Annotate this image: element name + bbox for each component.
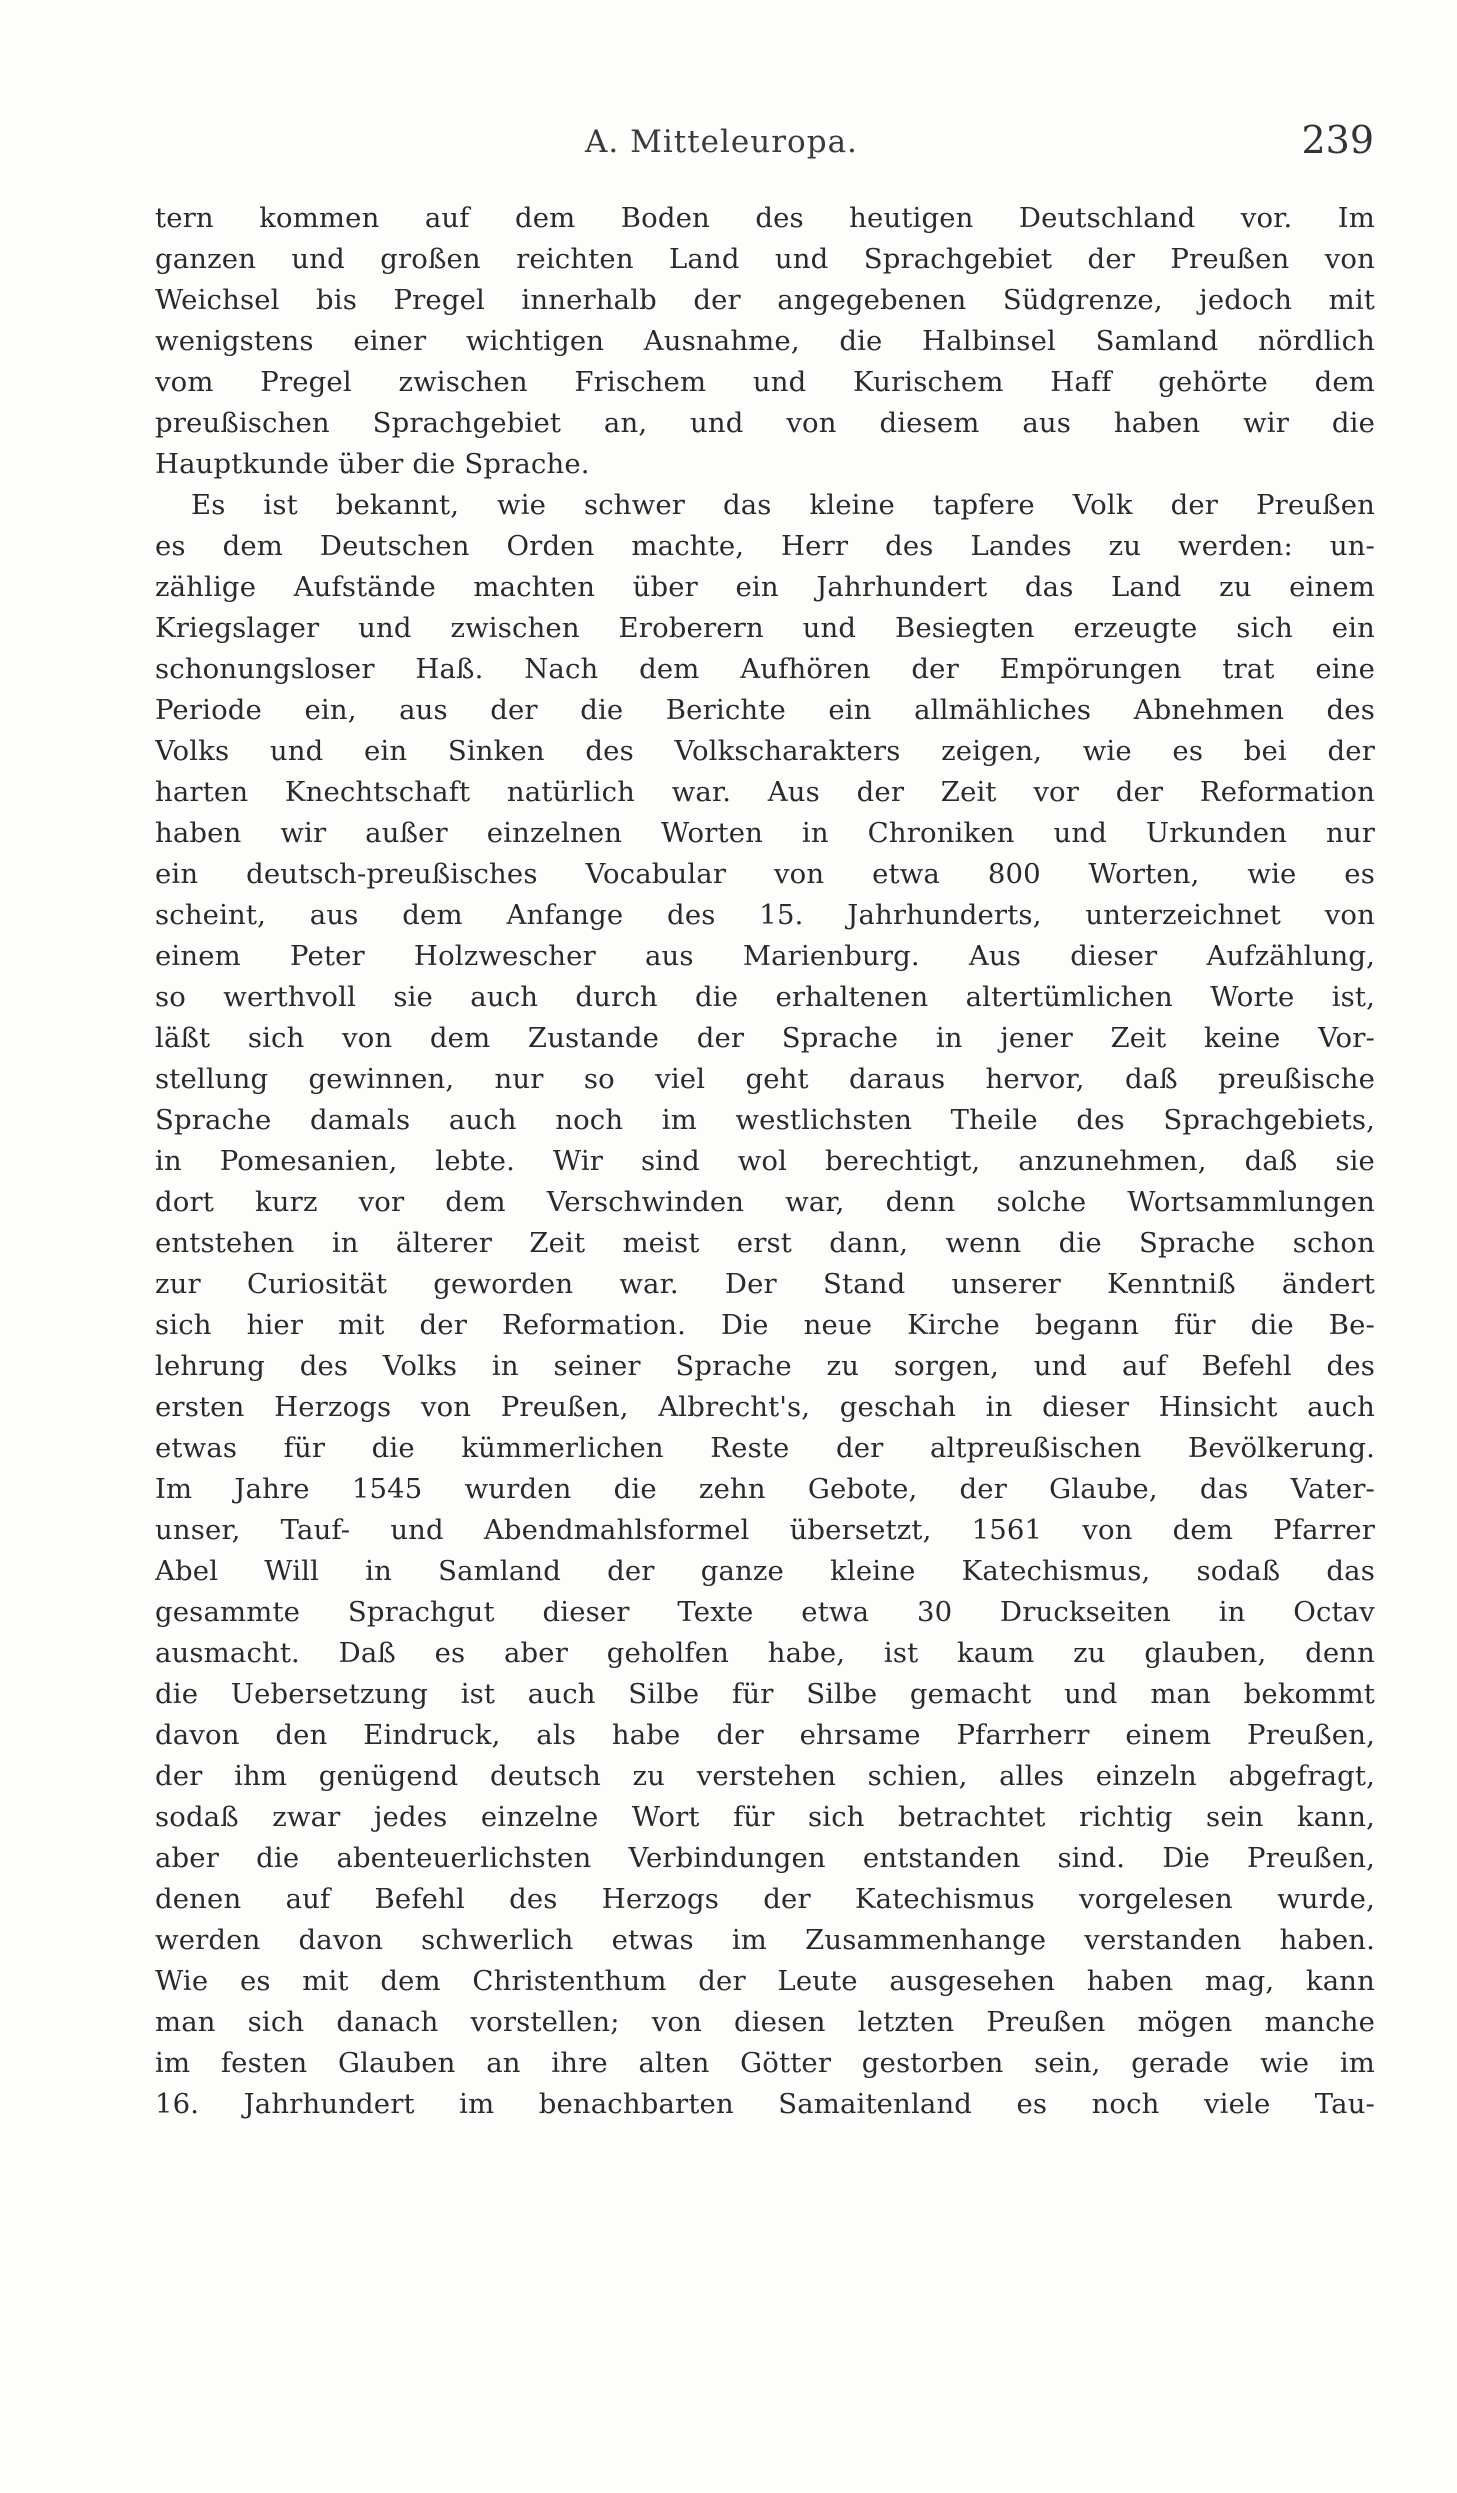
text-line: Hauptkunde über die Sprache. — [155, 448, 590, 480]
text-line: sich hier mit der Reformation. Die neue Kirche begann für die Be- — [155, 1309, 1375, 1341]
text-line: ersten Herzogs von Preußen, Albrecht's, geschah in dieser Hinsicht auch — [155, 1391, 1375, 1423]
text-line: 16. Jahrhundert im benachbarten Samaitenland es noch viele Tau- — [155, 2088, 1375, 2120]
text-line: aber die abenteuerlichsten Verbindungen entstanden sind. Die Preußen, — [155, 1842, 1375, 1874]
text-line: werden davon schwerlich etwas im Zusammenhange verstanden haben. — [155, 1924, 1375, 1956]
text-line: Abel Will in Samland der ganze kleine Katechismus, sodaß das — [155, 1555, 1375, 1587]
text-line: im festen Glauben an ihre alten Götter gestorben sein, gerade wie im — [155, 2047, 1375, 2079]
text-line: zählige Aufstände machten über ein Jahrhundert das Land zu einem — [155, 571, 1375, 603]
text-line: gesammte Sprachgut dieser Texte etwa 30 Druckseiten in Octav — [155, 1596, 1375, 1628]
text-line: etwas für die kümmerlichen Reste der altpreußischen Bevölkerung. — [155, 1432, 1375, 1464]
text-line: es dem Deutschen Orden machte, Herr des Landes zu werden: un- — [155, 530, 1375, 562]
text-line: haben wir außer einzelnen Worten in Chroniken und Urkunden nur — [155, 817, 1375, 849]
text-line: tern kommen auf dem Boden des heutigen Deutschland vor. Im — [155, 202, 1375, 234]
text-line: stellung gewinnen, nur so viel geht daraus hervor, daß preußische — [155, 1063, 1375, 1095]
text-line: vom Pregel zwischen Frischem und Kurischem Haff gehörte dem — [155, 366, 1375, 398]
text-line: harten Knechtschaft natürlich war. Aus der Zeit vor der Reformation — [155, 776, 1375, 808]
text-line: lehrung des Volks in seiner Sprache zu sorgen, und auf Befehl des — [155, 1350, 1375, 1382]
text-line: der ihm genügend deutsch zu verstehen schien, alles einzeln abgefragt, — [155, 1760, 1375, 1792]
text-line: so werthvoll sie auch durch die erhaltenen altertümlichen Worte ist, — [155, 981, 1375, 1013]
text-line: ausmacht. Daß es aber geholfen habe, ist kaum zu glauben, denn — [155, 1637, 1375, 1669]
text-line: schonungsloser Haß. Nach dem Aufhören der Empörungen trat eine — [155, 653, 1375, 685]
text-line: scheint, aus dem Anfange des 15. Jahrhunderts, unterzeichnet von — [155, 899, 1375, 931]
running-head: A. Mitteleuropa. — [585, 124, 858, 160]
text-line: dort kurz vor dem Verschwinden war, denn solche Wortsammlungen — [155, 1186, 1375, 1218]
text-line: sodaß zwar jedes einzelne Wort für sich betrachtet richtig sein kann, — [155, 1801, 1375, 1833]
text-line: zur Curiosität geworden war. Der Stand unserer Kenntniß ändert — [155, 1268, 1375, 1300]
text-line: Periode ein, aus der die Berichte ein allmähliches Abnehmen des — [155, 694, 1375, 726]
text-line: unser, Tauf- und Abendmahlsformel übersetzt, 1561 von dem Pfarrer — [155, 1514, 1375, 1546]
text-line: man sich danach vorstellen; von diesen letzten Preußen mögen manche — [155, 2006, 1375, 2038]
text-line: Weichsel bis Pregel innerhalb der angegebenen Südgrenze, jedoch mit — [155, 284, 1375, 316]
text-line: davon den Eindruck, als habe der ehrsame Pfarrherr einem Preußen, — [155, 1719, 1375, 1751]
text-line: einem Peter Holzwescher aus Marienburg. Aus dieser Aufzählung, — [155, 940, 1375, 972]
text-line: in Pomesanien, lebte. Wir sind wol berechtigt, anzunehmen, daß sie — [155, 1145, 1375, 1177]
text-line: denen auf Befehl des Herzogs der Katechismus vorgelesen wurde, — [155, 1883, 1375, 1915]
text-line: ganzen und großen reichten Land und Sprachgebiet der Preußen von — [155, 243, 1375, 275]
text-line: Im Jahre 1545 wurden die zehn Gebote, der Glaube, das Vater- — [155, 1473, 1375, 1505]
text-line: Wie es mit dem Christenthum der Leute ausgesehen haben mag, kann — [155, 1965, 1375, 1997]
text-line: die Uebersetzung ist auch Silbe für Silbe gemacht und man bekommt — [155, 1678, 1375, 1710]
text-line: läßt sich von dem Zustande der Sprache in jener Zeit keine Vor- — [155, 1022, 1375, 1054]
page-number: 239 — [1301, 118, 1374, 162]
text-line: Volks und ein Sinken des Volkscharakters zeigen, wie es bei der — [155, 735, 1375, 767]
text-line: wenigstens einer wichtigen Ausnahme, die Halbinsel Samland nördlich — [155, 325, 1375, 357]
text-line: Kriegslager und zwischen Eroberern und Besiegten erzeugte sich ein — [155, 612, 1375, 644]
paragraph-start-line: Es ist bekannt, wie schwer das kleine tapfere Volk der Preußen — [191, 489, 1375, 521]
text-line: ein deutsch-preußisches Vocabular von etwa 800 Worten, wie es — [155, 858, 1375, 890]
text-line: entstehen in älterer Zeit meist erst dann, wenn die Sprache schon — [155, 1227, 1375, 1259]
text-line: Sprache damals auch noch im westlichsten Theile des Sprachgebiets, — [155, 1104, 1375, 1136]
body-text — [155, 198, 1375, 2125]
text-line: preußischen Sprachgebiet an, und von diesem aus haben wir die — [155, 407, 1375, 439]
